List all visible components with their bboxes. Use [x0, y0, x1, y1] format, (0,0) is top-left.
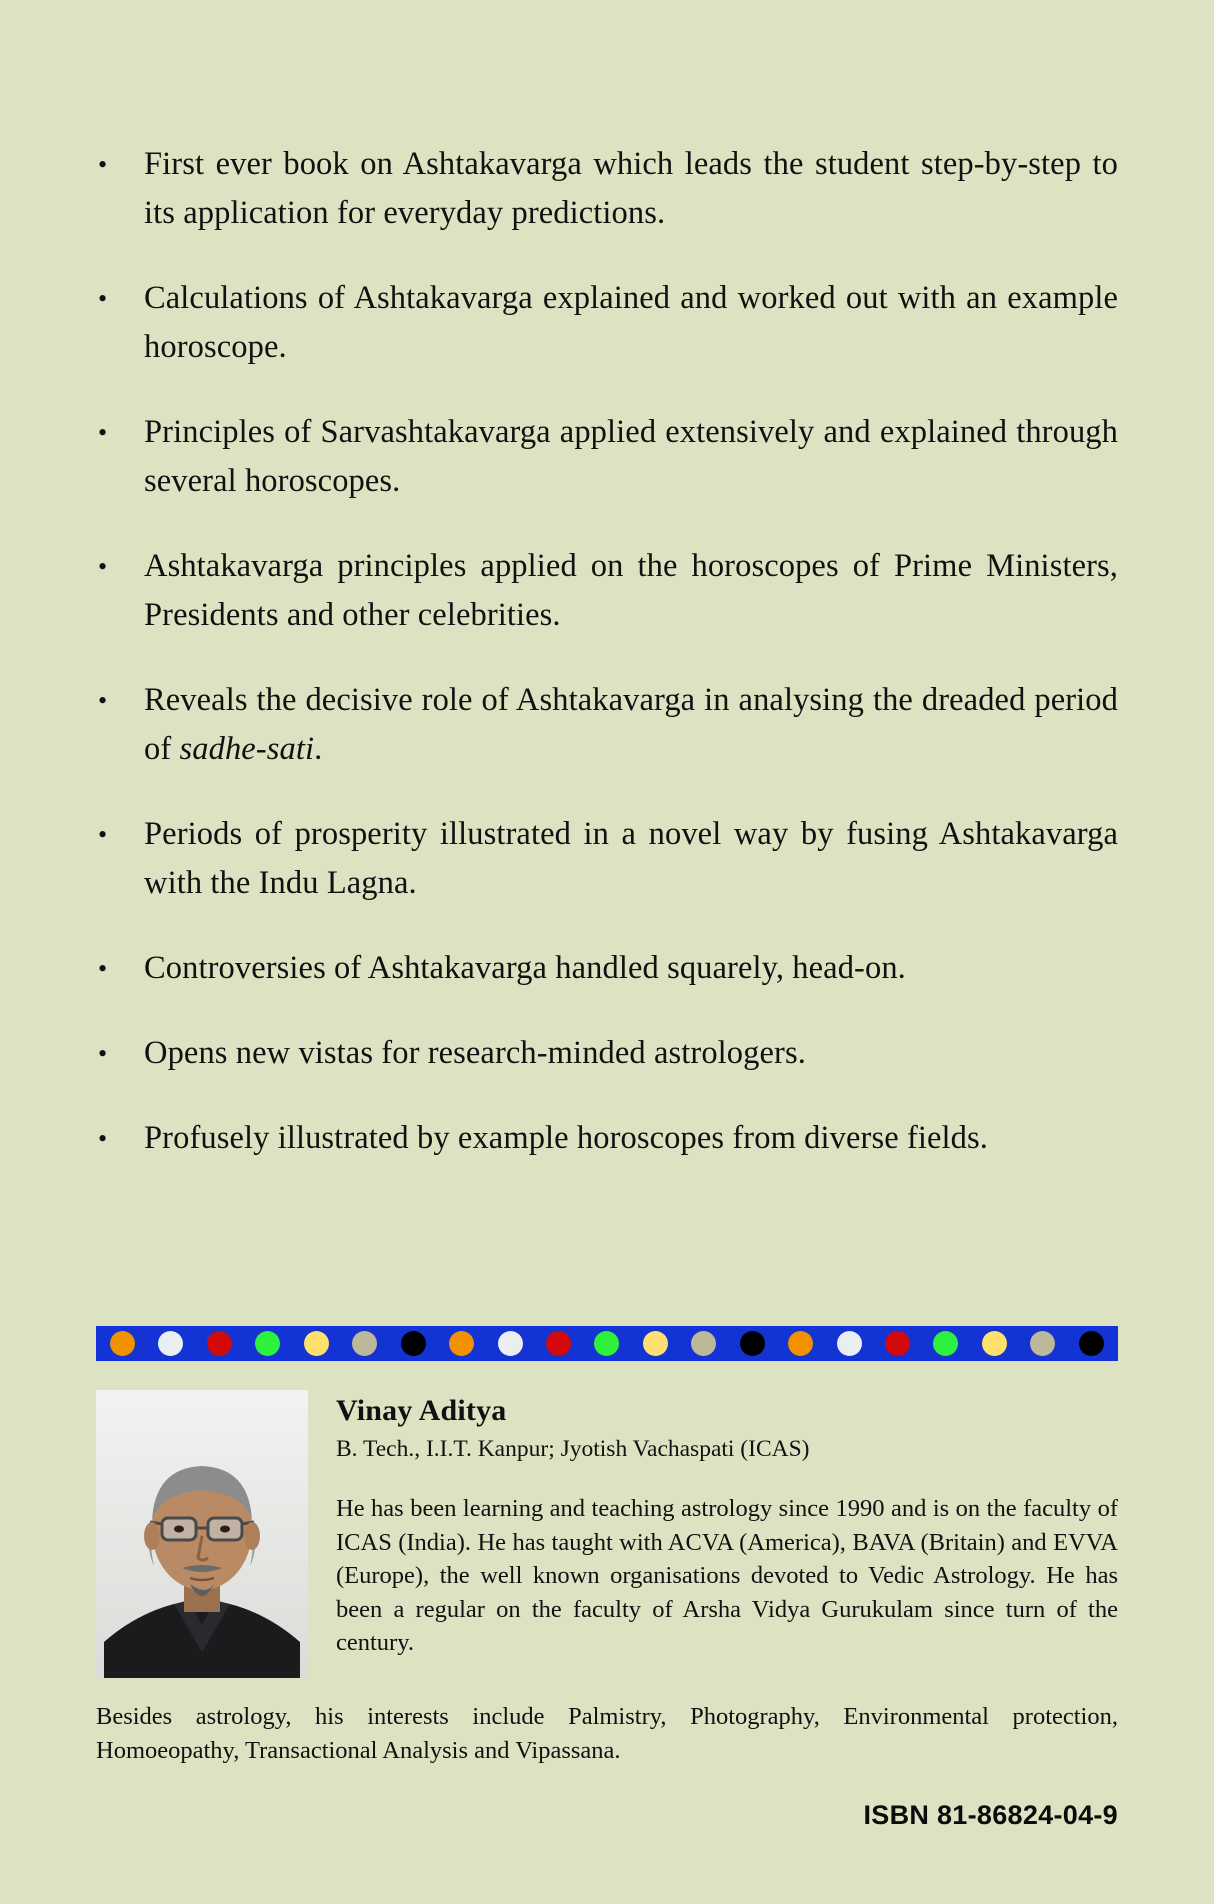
decorative-dot — [158, 1331, 183, 1356]
author-section — [96, 1390, 1118, 1768]
decorative-dot — [885, 1331, 910, 1356]
bullet-point-icon: • — [98, 1039, 108, 1068]
bullet-text: Principles of Sarvashtakavarga applied extensively and explained through several horoscopes. — [144, 414, 1118, 499]
bullet-text: Periods of prosperity illustrated in a novel way by fusing Ashtakavarga with the Indu Lagna. — [144, 816, 1118, 901]
bullet-text: Opens new vistas for research-minded astrologers. — [144, 1035, 806, 1071]
decorative-dot — [304, 1331, 329, 1356]
decorative-dot — [110, 1331, 135, 1356]
list-item — [96, 274, 1118, 372]
list-item — [96, 408, 1118, 506]
decorative-dot — [594, 1331, 619, 1356]
list-item — [96, 676, 1118, 774]
bullet-point-icon: • — [98, 820, 108, 849]
list-item — [96, 1114, 1118, 1163]
decorative-dot — [498, 1331, 523, 1356]
decorative-dot — [207, 1331, 232, 1356]
list-item — [96, 140, 1118, 238]
bullet-point-icon: • — [98, 418, 108, 447]
bullet-point-icon: • — [98, 284, 108, 313]
author-credentials: B. Tech., I.I.T. Kanpur; Jyotish Vachaspati (ICAS) — [336, 1436, 810, 1462]
bullet-point-icon: • — [98, 150, 108, 179]
bullet-text: Controversies of Ashtakavarga handled squarely, head-on. — [144, 950, 906, 986]
author-photo — [96, 1390, 308, 1678]
bullet-point-icon: • — [98, 1124, 108, 1153]
list-item — [96, 944, 1118, 993]
decorative-dot — [401, 1331, 426, 1356]
decorative-dot — [982, 1331, 1007, 1356]
decorative-dot — [1030, 1331, 1055, 1356]
decorative-dot — [837, 1331, 862, 1356]
decorative-dot — [352, 1331, 377, 1356]
decorative-dot — [449, 1331, 474, 1356]
bullet-text: Profusely illustrated by example horoscopes from diverse fields. — [144, 1120, 988, 1156]
decorative-dot — [1079, 1331, 1104, 1356]
bullet-text: Ashtakavarga principles applied on the horoscopes of Prime Ministers, Presidents and other celebrities. — [144, 548, 1118, 633]
decorative-dot — [255, 1331, 280, 1356]
bullet-text: Calculations of Ashtakavarga explained and worked out with an example horoscope. — [144, 280, 1118, 365]
decorative-dot — [788, 1331, 813, 1356]
decorative-dot — [643, 1331, 668, 1356]
decorative-dot — [691, 1331, 716, 1356]
bullet-text: First ever book on Ashtakavarga which leads the student step-by-step to its application for everyday predictions. — [144, 146, 1118, 231]
author-interests: Besides astrology, his interests include Palmistry, Photography, Environmental protection, Homoeopathy, Transactional Analysis and Vipassana. — [96, 1703, 1118, 1764]
list-item — [96, 810, 1118, 908]
decorative-dot-band — [96, 1326, 1118, 1361]
author-name: Vinay Aditya — [336, 1394, 507, 1427]
decorative-dot — [933, 1331, 958, 1356]
author-biography: He has been learning and teaching astrology since 1990 and is on the faculty of ICAS (India). He has taught with ACVA (America), BAVA (Britain) and EVVA (Europe), the well known organisations devoted to Vedic Astrology. He has been a regular on the faculty of Arsha Vidya Gurukulam since turn of the century. — [336, 1495, 1118, 1656]
emphasis-term: sadhe-sati — [179, 731, 315, 767]
decorative-dot — [740, 1331, 765, 1356]
bullet-point-icon: • — [98, 954, 108, 983]
bullet-point-icon: • — [98, 552, 108, 581]
bullet-point-icon: • — [98, 686, 108, 715]
isbn-label: ISBN 81-86824-04-9 — [863, 1800, 1118, 1830]
author-portrait-image — [96, 1390, 308, 1678]
bullet-text: Reveals the decisive role of Ashtakavarga in analysing the dreaded period of sadhe-sati. — [144, 682, 1118, 767]
list-item — [96, 1029, 1118, 1078]
feature-bullet-list — [96, 140, 1118, 1163]
decorative-dot — [546, 1331, 571, 1356]
list-item — [96, 542, 1118, 640]
